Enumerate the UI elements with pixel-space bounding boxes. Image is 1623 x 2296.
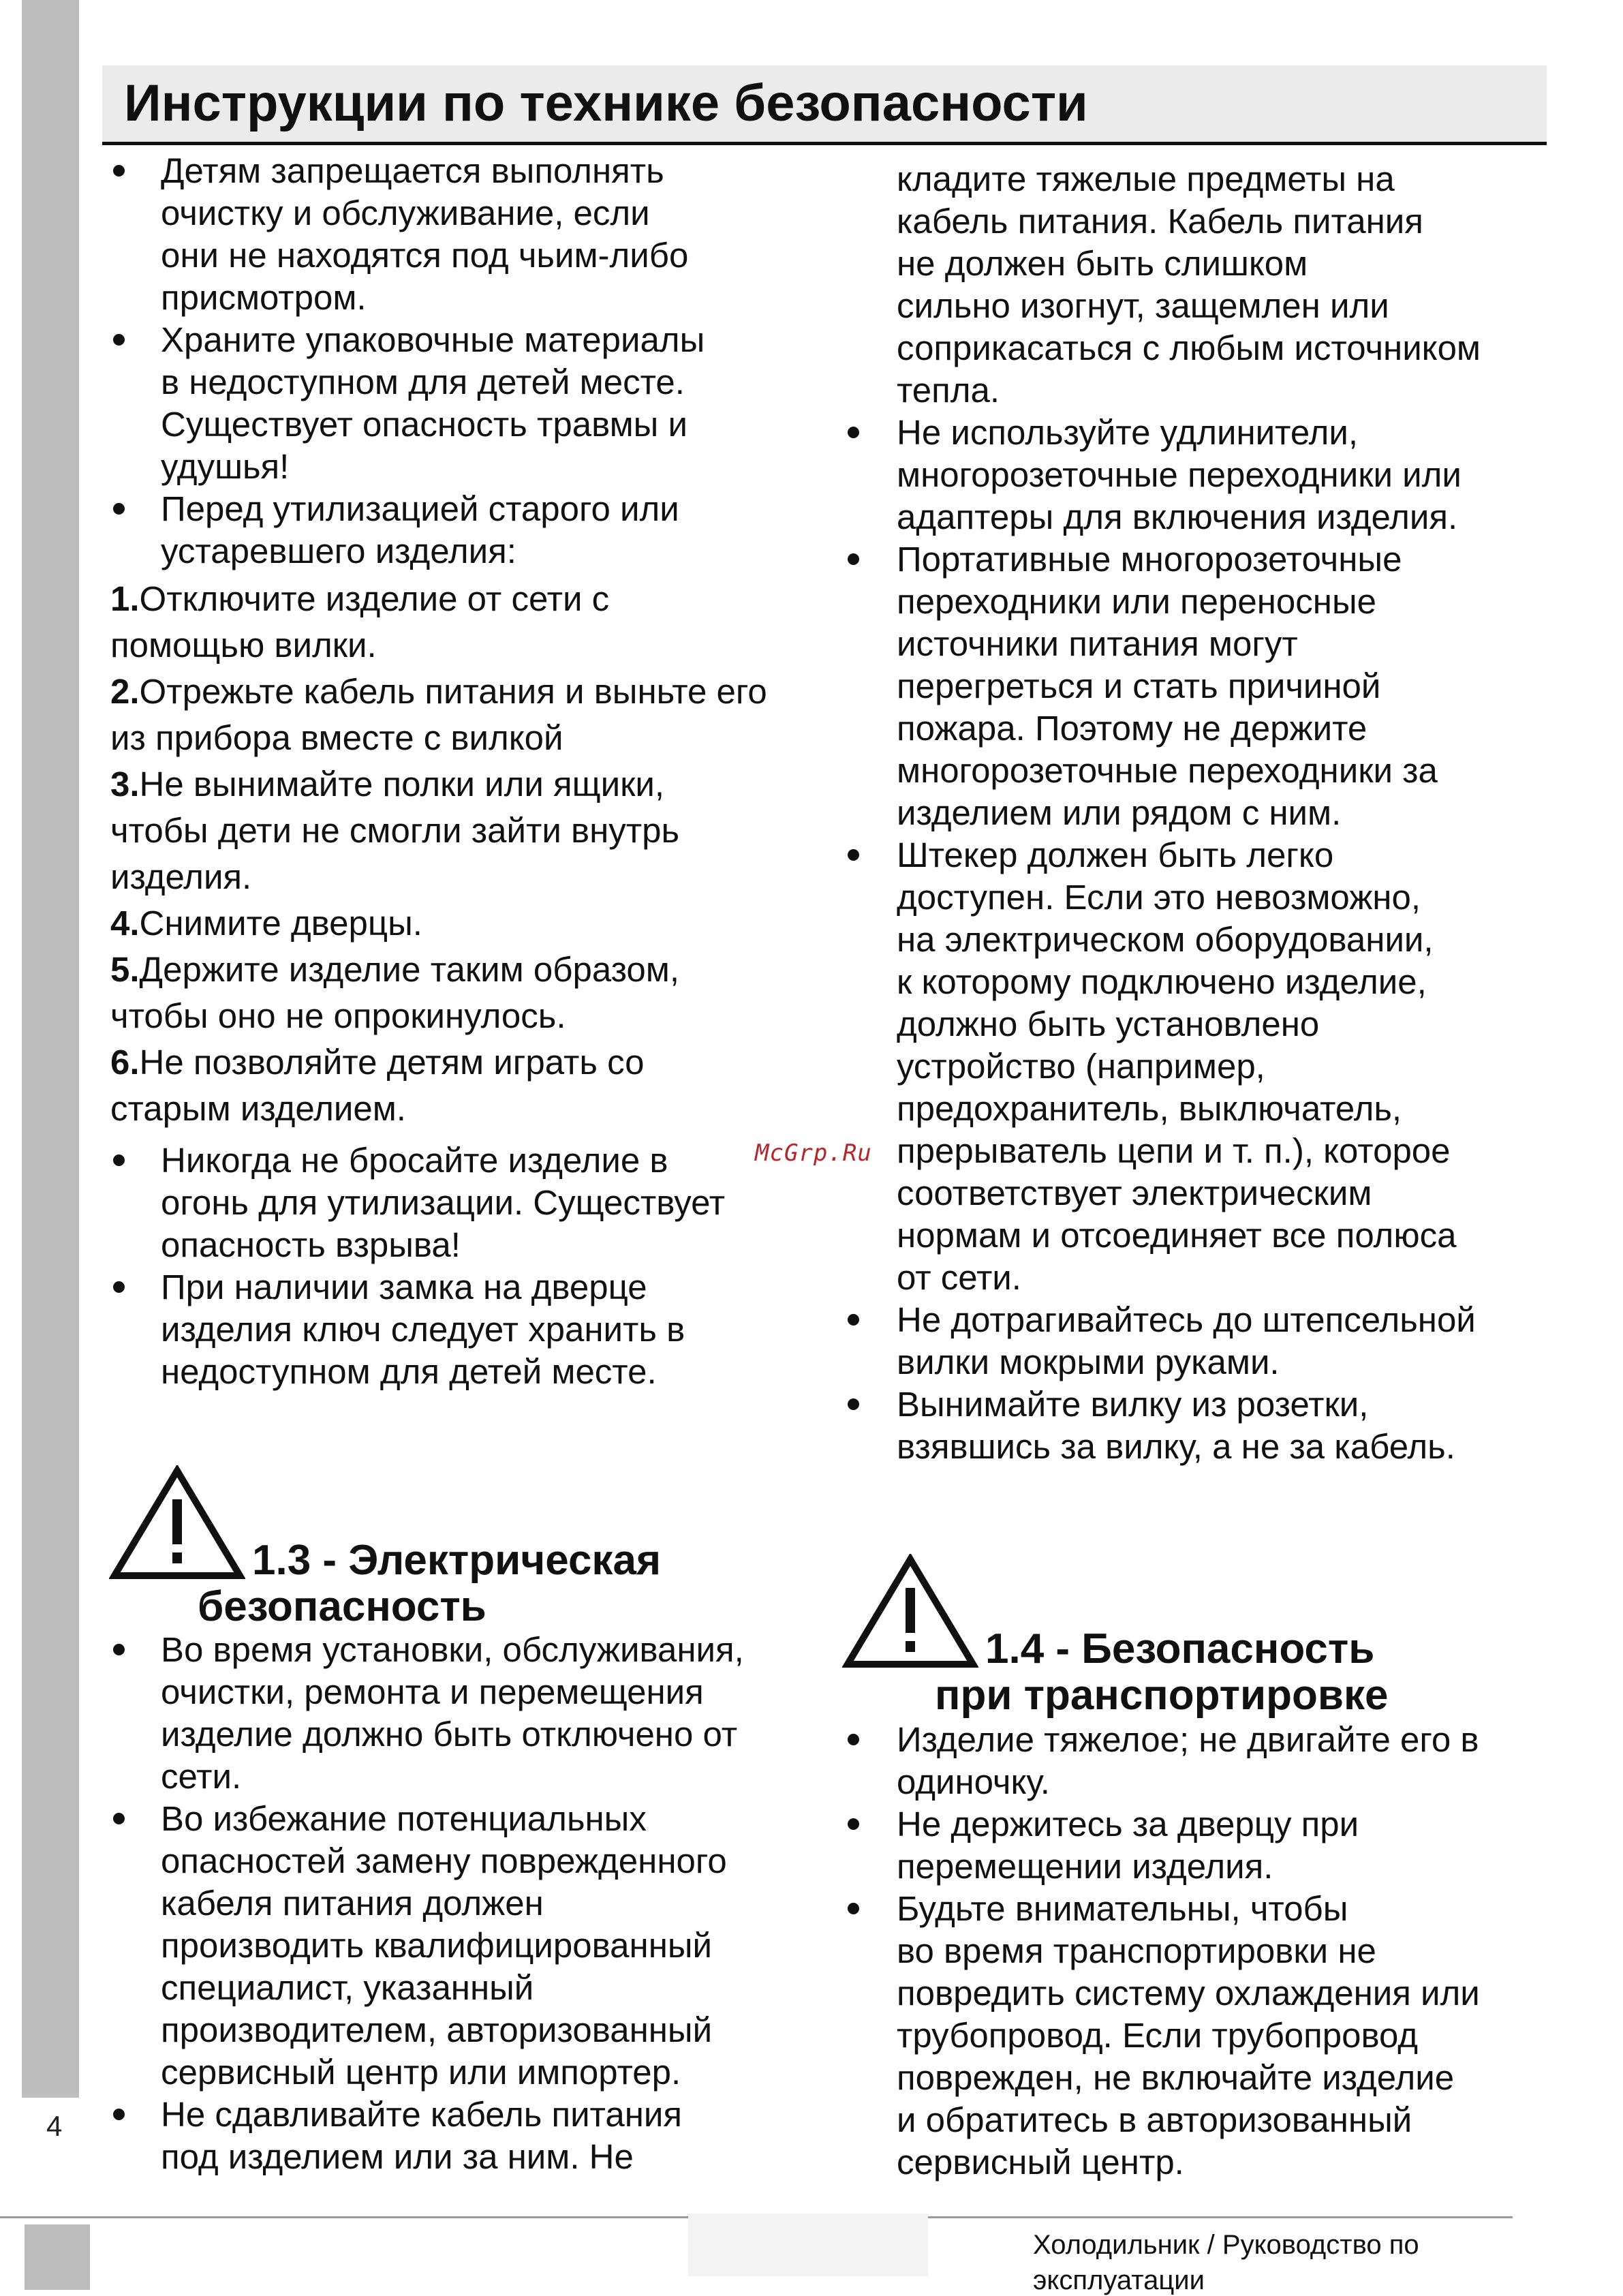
page-title: Инструкции по технике безопасности (124, 74, 1088, 132)
bullet-line: изделием или рядом с ним. (897, 793, 1342, 832)
bullet-icon (848, 849, 859, 861)
bullet-line: нормам и отсоединяет все полюса (897, 1216, 1457, 1255)
continuation-line: тепла. (897, 371, 1000, 410)
continuation-line: сильно изогнут, защемлен или (897, 286, 1389, 325)
item-number: 4. (110, 904, 140, 943)
bullet-line: вилки мокрыми руками. (897, 1343, 1280, 1381)
footer-line-2: эксплуатации (1033, 2265, 1205, 2295)
bullet-line: специалист, указанный (161, 1968, 534, 2007)
bullet-line: доступен. Если это невозможно, (897, 878, 1421, 917)
numbered-item (110, 671, 767, 713)
bullet-line: прерыватель цепи и т. п.), которое (897, 1131, 1451, 1170)
bullet-icon (113, 165, 125, 177)
bullet-icon (848, 553, 859, 565)
item-text: Не вынимайте полки или ящики, (139, 765, 665, 803)
item-number: 3. (110, 765, 140, 803)
section-title-transport-line2: при транспортировке (935, 1672, 1389, 1719)
bullet-line: удушья! (161, 447, 290, 486)
bullet-icon (113, 1154, 125, 1166)
item-text: Не позволяйте детям играть со (139, 1043, 645, 1082)
page-number: 4 (46, 2110, 63, 2142)
section-title-transport: 1.4 - Безопасность (985, 1625, 1375, 1672)
numbered-item-line: старым изделием. (110, 1089, 406, 1128)
bullet-line: в недоступном для детей месте. (161, 363, 685, 401)
bullet-icon (848, 1903, 859, 1914)
bullet-icon (848, 1398, 859, 1410)
bullet-line: Будьте внимательны, чтобы (897, 1889, 1348, 1928)
numbered-item (110, 578, 609, 620)
bullet-line: от сети. (897, 1258, 1021, 1297)
bullet-line: Штекер должен быть легко (897, 836, 1334, 874)
continuation-line: не должен быть слишком (897, 244, 1308, 283)
continuation-line: соприкасаться с любым источником (897, 328, 1481, 367)
numbered-item (110, 1041, 645, 1084)
bullet-line: должно быть установлено (897, 1005, 1320, 1043)
bullet-line: очистку и обслуживание, если (161, 194, 650, 232)
footer-line-1: Холодильник / Руководство по (1033, 2230, 1419, 2260)
bullet-line: источники питания могут (897, 624, 1298, 663)
footer-square (25, 2224, 90, 2290)
bullet-icon (113, 1281, 125, 1293)
warning-triangle-icon (842, 1554, 978, 1673)
bullet-line: Портативные многорозеточные (897, 540, 1402, 579)
bullet-line: Никогда не бросайте изделие в (161, 1141, 668, 1180)
bullet-line: Храните упаковочные материалы (161, 320, 705, 359)
bullet-icon (848, 427, 859, 438)
numbered-item-line: чтобы оно не опрокинулось. (110, 996, 566, 1035)
bullet-line: поврежден, не включайте изделие (897, 2058, 1455, 2097)
bullet-line: сети. (161, 1757, 242, 1796)
bullet-line: производителем, авторизованный (161, 2010, 713, 2049)
bullet-line: взявшись за вилку, а не за кабель. (897, 1427, 1455, 1466)
bullet-icon (113, 503, 125, 515)
numbered-item-line: помощью вилки. (110, 626, 377, 664)
numbered-item-line: из прибора вместе с вилкой (110, 718, 563, 757)
bullet-line: предохранитель, выключатель, (897, 1089, 1402, 1128)
bullet-line: соответствует электрическим (897, 1174, 1372, 1212)
bullet-icon (848, 1314, 859, 1326)
item-number: 5. (110, 950, 140, 989)
bullet-line: Не дотрагивайтесь до штепсельной (897, 1300, 1476, 1339)
continuation-line: кабель питания. Кабель питания (897, 202, 1423, 241)
bullet-icon (113, 2109, 125, 2120)
item-text: Отключите изделие от сети с (139, 579, 610, 618)
bullet-line: изделия ключ следует хранить в (161, 1310, 685, 1349)
numbered-item (110, 949, 679, 991)
bullet-line: одиночку. (897, 1762, 1050, 1801)
bullet-icon (848, 1818, 859, 1830)
bullet-line: Во время установки, обслуживания, (161, 1630, 744, 1669)
bullet-line: изделие должно быть отключено от (161, 1715, 738, 1754)
bullet-line: адаптеры для включения изделия. (897, 498, 1458, 536)
section-title-electrical: 1.3 - Электрическая (252, 1537, 662, 1584)
numbered-item-line: чтобы дети не смогли зайти внутрь (110, 811, 680, 850)
bullet-line: сервисный центр. (897, 2143, 1184, 2182)
bullet-line: производить квалифицированный (161, 1926, 713, 1965)
watermark: McGrp.Ru (755, 1139, 872, 1167)
bullet-icon (113, 334, 125, 346)
bullet-line: Во избежание потенциальных (161, 1799, 647, 1838)
bullet-line: Существует опасность травмы и (161, 405, 687, 444)
bullet-line: пожара. Поэтому не держите (897, 709, 1367, 748)
bullet-line: и обратитесь в авторизованный (897, 2100, 1412, 2139)
bullet-icon (113, 1813, 125, 1824)
bullet-line: устройство (например, (897, 1047, 1265, 1086)
side-bar (22, 0, 79, 2098)
bullet-line: Не держитесь за дверцу при (897, 1805, 1359, 1843)
bullet-line: перемещении изделия. (897, 1847, 1273, 1886)
bullet-line: очистки, ремонта и перемещения (161, 1672, 704, 1711)
bullet-line: опасностей замену поврежденного (161, 1841, 727, 1880)
bullet-line: трубопровод. Если трубопровод (897, 2016, 1419, 2055)
bullet-line: Не используйте удлинители, (897, 413, 1358, 452)
item-text: Держите изделие таким образом, (139, 950, 680, 989)
bullet-line: сервисный центр или импортер. (161, 2053, 681, 2092)
bullet-line: многорозеточные переходники или (897, 455, 1462, 494)
bullet-line: к которому подключено изделие, (897, 962, 1427, 1001)
bullet-line: устаревшего изделия: (161, 532, 516, 570)
bullet-line: на электрическом оборудовании, (897, 920, 1434, 959)
continuation-line: кладите тяжелые предметы на (897, 159, 1395, 198)
bullet-line: опасность взрыва! (161, 1225, 461, 1264)
bullet-line: многорозеточные переходники за (897, 751, 1438, 790)
bullet-line: переходники или переносные (897, 582, 1376, 621)
item-text: Отрежьте кабель питания и выньте его (139, 672, 767, 711)
bullet-line: перегреться и стать причиной (897, 667, 1381, 705)
numbered-item (110, 902, 422, 945)
bullet-icon (848, 1734, 859, 1745)
item-number: 6. (110, 1043, 140, 1082)
bullet-line: огонь для утилизации. Существует (161, 1183, 726, 1222)
section-title-electrical-line2: безопасность (198, 1583, 486, 1630)
bullet-line: Вынимайте вилку из розетки, (897, 1385, 1369, 1424)
numbered-item-line: изделия. (110, 857, 252, 896)
bullet-line: они не находятся под чьим-либо (161, 236, 689, 275)
bullet-line: присмотром. (161, 278, 367, 317)
bullet-line: недоступном для детей месте. (161, 1352, 657, 1391)
item-text: Снимите дверцы. (139, 904, 422, 943)
bullet-line: во время транспортировки не (897, 1931, 1376, 1970)
bullet-icon (113, 1644, 125, 1655)
bullet-line: Детям запрещается выполнять (161, 151, 664, 190)
warning-triangle-icon (109, 1465, 245, 1585)
item-number: 1. (110, 579, 140, 618)
footer-block (688, 2214, 928, 2276)
bullet-line: Изделие тяжелое; не двигайте его в (897, 1720, 1479, 1759)
bullet-line: повредить систему охлаждения или (897, 1974, 1480, 2012)
bullet-line: При наличии замка на дверце (161, 1268, 647, 1306)
bullet-line: кабеля питания должен (161, 1884, 544, 1923)
item-number: 2. (110, 672, 140, 711)
numbered-item (110, 763, 664, 806)
bullet-line: под изделием или за ним. Не (161, 2137, 634, 2176)
bullet-line: Перед утилизацией старого или (161, 489, 679, 528)
bullet-line: Не сдавливайте кабель питания (161, 2095, 682, 2134)
